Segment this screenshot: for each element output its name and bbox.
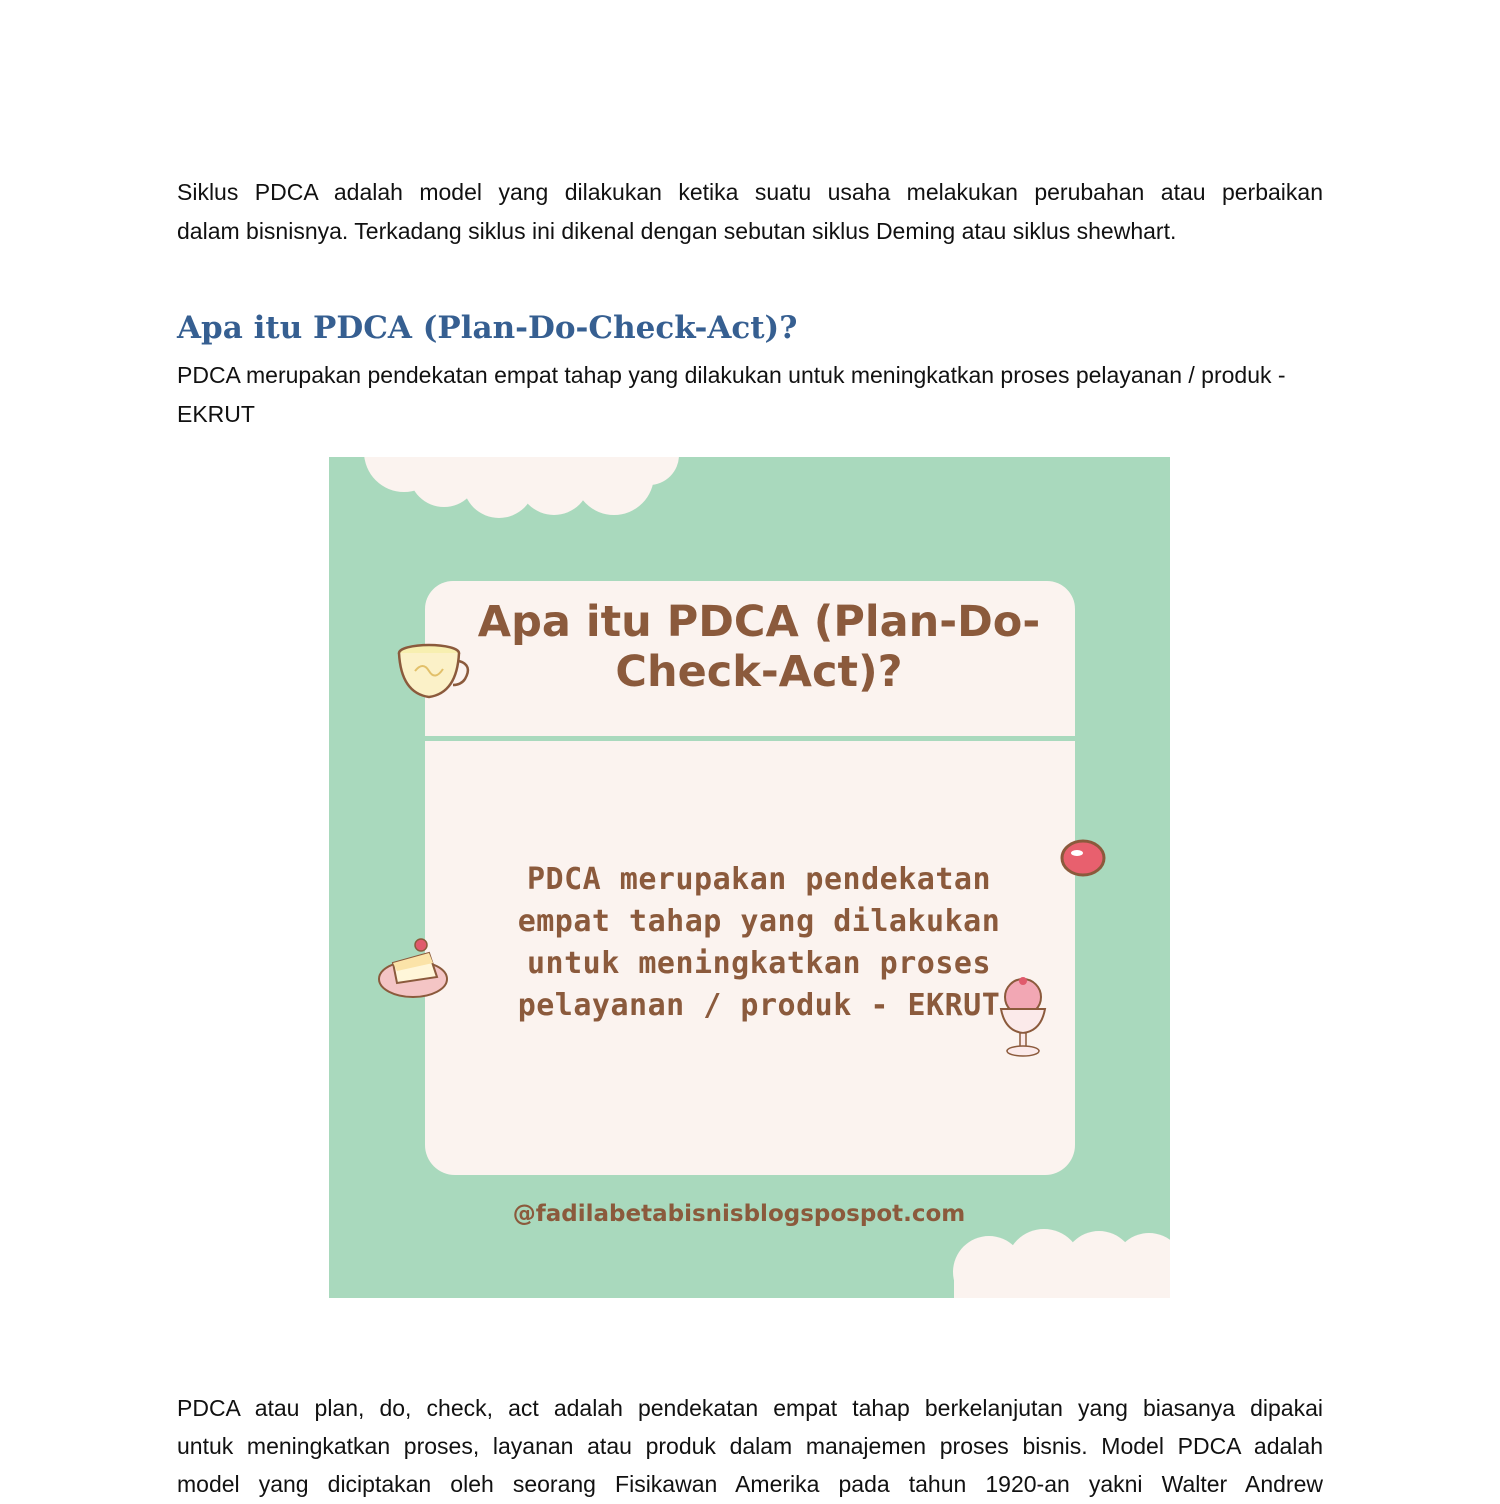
figure-title: Apa itu PDCA (Plan-Do-Check-Act)? <box>477 597 1041 697</box>
section-subtext: PDCA merupakan pendekatan empat tahap yang dilakukan untuk meningkatkan proses pelayanan / produk - EKRUT <box>177 362 1286 427</box>
teacup-icon <box>393 643 473 705</box>
intro-line-1: Siklus PDCA adalah model yang dilakukan ketika suatu usaha melakukan perubahan atau perbaikan <box>177 179 1323 205</box>
intro-line-2: dalam bisnisnya. Terkadang siklus ini dikenal dengan sebutan siklus Deming atau siklus shewhart. <box>177 218 1177 244</box>
candy-icon <box>1059 837 1109 879</box>
body-line-1: PDCA atau plan, do, check, act adalah pendekatan empat tahap berkelanjutan yang biasanya dipakai <box>177 1395 1323 1421</box>
body-line-2: untuk meningkatkan proses, layanan atau produk dalam manajemen proses bisnis. Model PDCA adalah <box>177 1433 1323 1459</box>
ice-cream-icon <box>993 975 1053 1061</box>
figure-body-text: PDCA merupakan pendekatan empat tahap yang dilakukan untuk meningkatkan proses pelayanan / produk - EKRUT <box>517 862 1001 1023</box>
figure-handle: @fadilabetabisnisblogspospot.com <box>512 1201 966 1227</box>
pdca-figure <box>329 457 1170 1298</box>
body-line-3: model yang diciptakan oleh seorang Fisikawan Amerika pada tahun 1920-an yakni Walter Andrew <box>177 1471 1323 1497</box>
section-heading: Apa itu PDCA (Plan-Do-Check-Act)? <box>177 310 798 346</box>
cake-icon <box>377 933 452 1003</box>
